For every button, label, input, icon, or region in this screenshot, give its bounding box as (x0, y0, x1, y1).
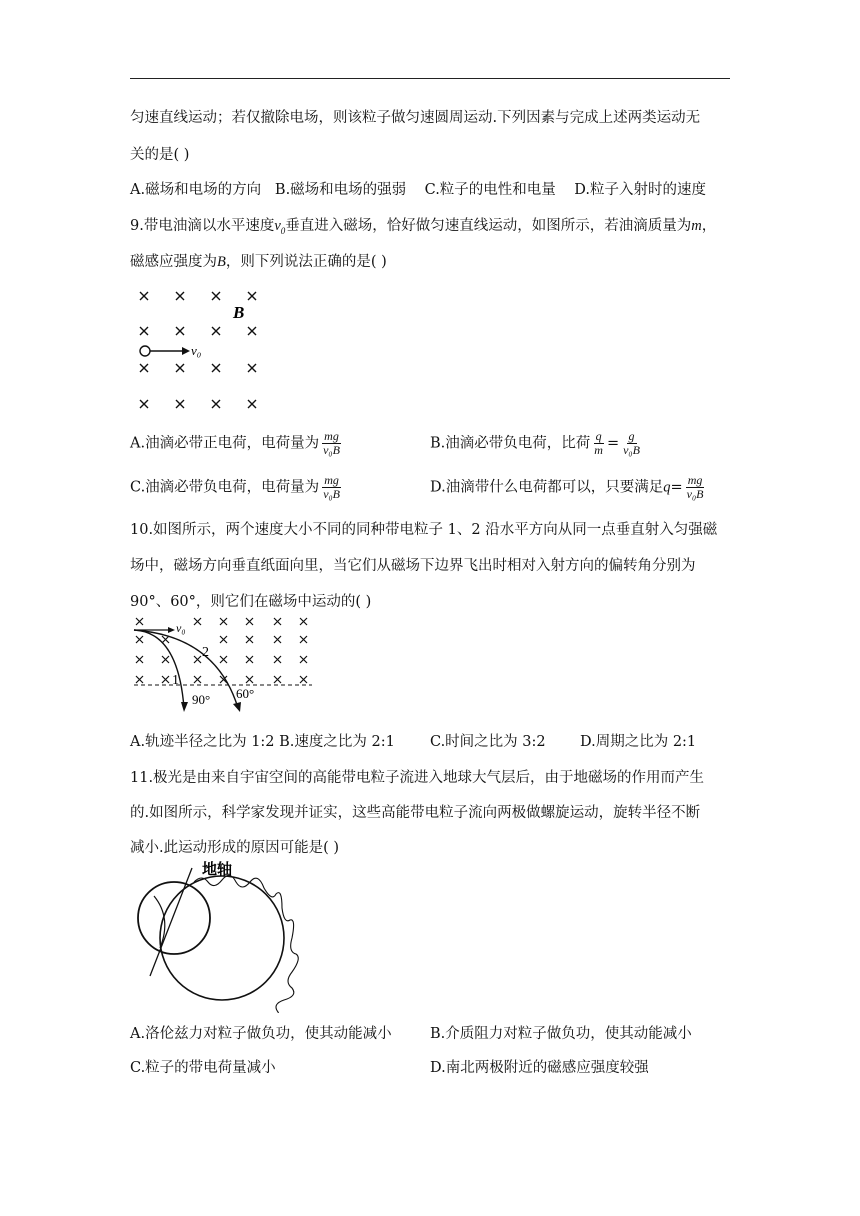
q11-option-d[interactable]: D.南北两极附近的磁感应强度较强 (430, 1060, 649, 1076)
q9-stem-text: 9.带电油滴以水平速度 (130, 218, 275, 234)
entry-velocity-label: v₀ (176, 621, 186, 635)
header-rule (130, 78, 730, 79)
q11-option-a[interactable]: A.洛伦兹力对粒子做负功，使其动能减小 (130, 1026, 392, 1042)
q9-b-symbol: B (217, 254, 226, 270)
earth-axis-label: 地轴 (202, 862, 233, 878)
q10-option-d[interactable]: D.周期之比为 2:1 (580, 734, 697, 750)
fraction-q-over-m: $\frac{q}{m}$ (594, 429, 603, 457)
q9-figure (134, 284, 274, 416)
q8-stem-line-2: 关的是( ) (130, 147, 190, 163)
q9-stem-text-2b: ，则下列说法正确的是( ) (225, 254, 387, 270)
q8-stem-line-1: 匀速直线运动；若仅撤除电场，则该粒子做匀速圆周运动.下列因素与完成上述两类运动无 (130, 110, 701, 126)
q10-option-b[interactable]: B.速度之比为 2:1 (279, 734, 395, 750)
q9-v0-symbol: $v_0$ (274, 218, 286, 236)
q10-stem-line-1: 10.如图所示，两个速度大小不同的同种带电粒子 1、2 沿水平方向从同一点垂直射入匀强磁 (130, 522, 718, 538)
q9-option-d[interactable]: D.油滴带什么电荷都可以，只要满足q= $\frac{mg}{\text{v₀B}}$ (430, 473, 704, 501)
fraction-mg-over-v0b: $\frac{mg}{\text{v₀B}}$ (686, 473, 704, 501)
trajectory-2 (134, 630, 238, 708)
q9-stem-text-2: 磁感应强度为 (130, 254, 217, 270)
fraction-mg-over-v0b: $\frac{mg}{\text{v₀B}}$ (323, 473, 341, 501)
q11-option-c[interactable]: C.粒子的带电荷量减小 (130, 1060, 276, 1076)
q10-figure (132, 614, 322, 720)
q9-option-c[interactable]: C.油滴必带负电荷，电荷量为 $\frac{mg}{\text{v₀B}}$ (130, 473, 341, 501)
earth-axis (150, 868, 192, 976)
trajectory-2-label: 2 (202, 645, 209, 660)
q11-stem-line-1: 11.极光是由来自宇宙空间的高能带电粒子流进入地球大气层后，由于地磁场的作用而产生 (130, 770, 705, 786)
q9-stem-line-2 (130, 252, 387, 272)
q11-stem-line-2: 的.如图所示，科学家发现并证实，这些高能带电粒子流向两极做螺旋运动，旋转半径不断 (130, 805, 701, 821)
q9-m-symbol: m (691, 218, 702, 234)
angle-60-label: 60° (236, 686, 255, 701)
q10-stem-line-2: 场中，磁场方向垂直纸面向里，当它们从磁场下边界飞出时相对入射方向的偏转角分别为 (130, 558, 696, 574)
earth (138, 882, 210, 954)
q9-option-b[interactable]: B.油滴必带负电荷，比荷 $\frac{q}{m}$ = $\frac{g}{\text{v₀B}}$ (430, 429, 640, 457)
spiral-particle-path (166, 875, 298, 1013)
field-b-label: B (233, 303, 245, 322)
q10-option-c[interactable]: C.时间之比为 3:2 (430, 734, 546, 750)
q9-comma: ， (701, 218, 717, 234)
fraction-mg-over-v0b: $\frac{mg}{\text{v₀B}}$ (323, 429, 340, 457)
q8-option-a[interactable]: A.磁场和电场的方向 (130, 182, 262, 198)
velocity-label: v₀ (191, 343, 202, 358)
q9-option-a[interactable]: A.油滴必带正电荷，电荷量为 $\frac{mg}{\text{v₀B}}$ (130, 429, 340, 457)
velocity-arrowhead (182, 347, 190, 355)
angle-90-label: 90° (192, 692, 211, 707)
q11-figure (132, 858, 307, 1013)
q8-option-b[interactable]: B.磁场和电场的强弱 (274, 182, 407, 198)
oil-drop (140, 346, 150, 356)
q9-stem-text-b: 垂直进入磁场，恰好做匀速直线运动，如图所示，若油滴质量为 (285, 218, 692, 234)
trajectory-1-label: 1 (172, 673, 179, 688)
q8-option-d[interactable]: D.粒子入射时的速度 (574, 182, 706, 198)
particle-orbit-outline (160, 876, 284, 1000)
q9-stem-line-1 (130, 216, 716, 241)
q8-options (130, 180, 706, 200)
q8-option-c[interactable]: C.粒子的电性和电量 (424, 182, 556, 198)
fraction-g-over-v0b: $\frac{g}{\text{v₀B}}$ (623, 429, 640, 457)
q10-options (130, 732, 395, 752)
q11-option-b[interactable]: B.介质阻力对粒子做负功，使其动能减小 (430, 1026, 692, 1042)
q10-stem-line-3: 90°、60°，则它们在磁场中运动的( ) (130, 594, 372, 610)
q10-option-a[interactable]: A.轨迹半径之比为 1:2 (130, 734, 275, 750)
q11-stem-line-3: 减小.此运动形成的原因可能是( ) (130, 840, 340, 856)
